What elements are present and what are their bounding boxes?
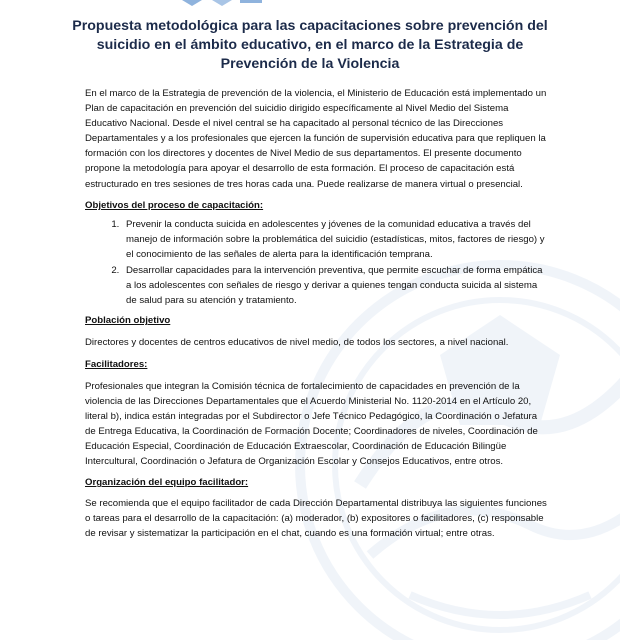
document-body — [85, 86, 547, 542]
poblacion-paragraph: Directores y docentes de centros educativos de nivel medio, de todos los sectores, a nivel nacional. — [85, 337, 509, 349]
objectives-list — [85, 217, 547, 309]
header-logo-fragment-icon — [178, 0, 268, 6]
organizacion-paragraph: Se recomienda que el equipo facilitador de cada Dirección Departamental distribuya las siguientes funciones o tareas para el desarrollo de la capacitación: (a) moderador, (b) expositores o facilitadores, (c) responsable de revisar y sistematizar la participación en el chat, cuando es una formación virtual; entre otras. — [85, 498, 547, 540]
objective-item: 2. Desarrollar capacidades para la intervención preventiva, que permite escuchar de forma empática a los adolescentes con señales de riesgo y derivar a quienes tengan conducta suicida al sistema de salud para su atención y tratamiento. — [122, 263, 547, 308]
facilitadores-paragraph: Profesionales que integran la Comisión técnica de fortalecimiento de capacidades en prevención de la violencia de las Direcciones Departamentales que el Acuerdo Ministerial No. 1120-2014 en el Artículo 20, literal b), indica están integradas por el Subdirector o Jefe Técnico Pedagógico, la Coordinación o Jefatura de Entrega Educativa, la Coordinación de Formación Docente; Coordinadores de niveles, Coordinación de Educación Especial, Coordinación de Educación Extraescolar, Coordinación de Educación Bilingüe Intercultural, Coordinación o Jefatura de Organización Escolar y Consejos Educativos, entre otros. — [85, 380, 538, 468]
organizacion-heading: Organización del equipo facilitador: — [85, 477, 249, 489]
facilitadores-heading: Facilitadores: — [85, 358, 148, 370]
poblacion-heading: Población objetivo — [85, 315, 171, 327]
document-title: Propuesta metodológica para las capacitaciones sobre prevención del suicidio en el ámbito educativo, en el marco de la Estrategia de Prevención de la Violencia — [72, 18, 548, 72]
intro-paragraph: En el marco de la Estrategia de prevención de la violencia, el Ministerio de Educación está implementado un Plan de capacitación en prevención del suicidio dirigido específicamente al Nivel Medio del Sistema Educativo Nacional. Desde el nivel central se ha capacitado al personal técnico de las Direcciones Departamentales y a los profesionales que ejercen la función de supervisión educativa para que repliquen la formación con los directores y docentes de Nivel Medio de sus departamentos. El presente documento propone la metodología para apoyar el desarrollo de esta formación. El proceso de capacitación está estructurado en tres sesiones de tres horas cada una. Puede realizarse de manera virtual o presencial. — [85, 88, 547, 190]
objective-item: 1. Prevenir la conducta suicida en adolescentes y jóvenes de la comunidad educativa a través del manejo de información sobre la problemática del suicidio (estadísticas, mitos, factores de riesgo) y el conocimiento de las señales de alerta para la identificación temprana. — [122, 217, 547, 262]
objectives-heading: Objetivos del proceso de capacitación: — [85, 199, 264, 211]
